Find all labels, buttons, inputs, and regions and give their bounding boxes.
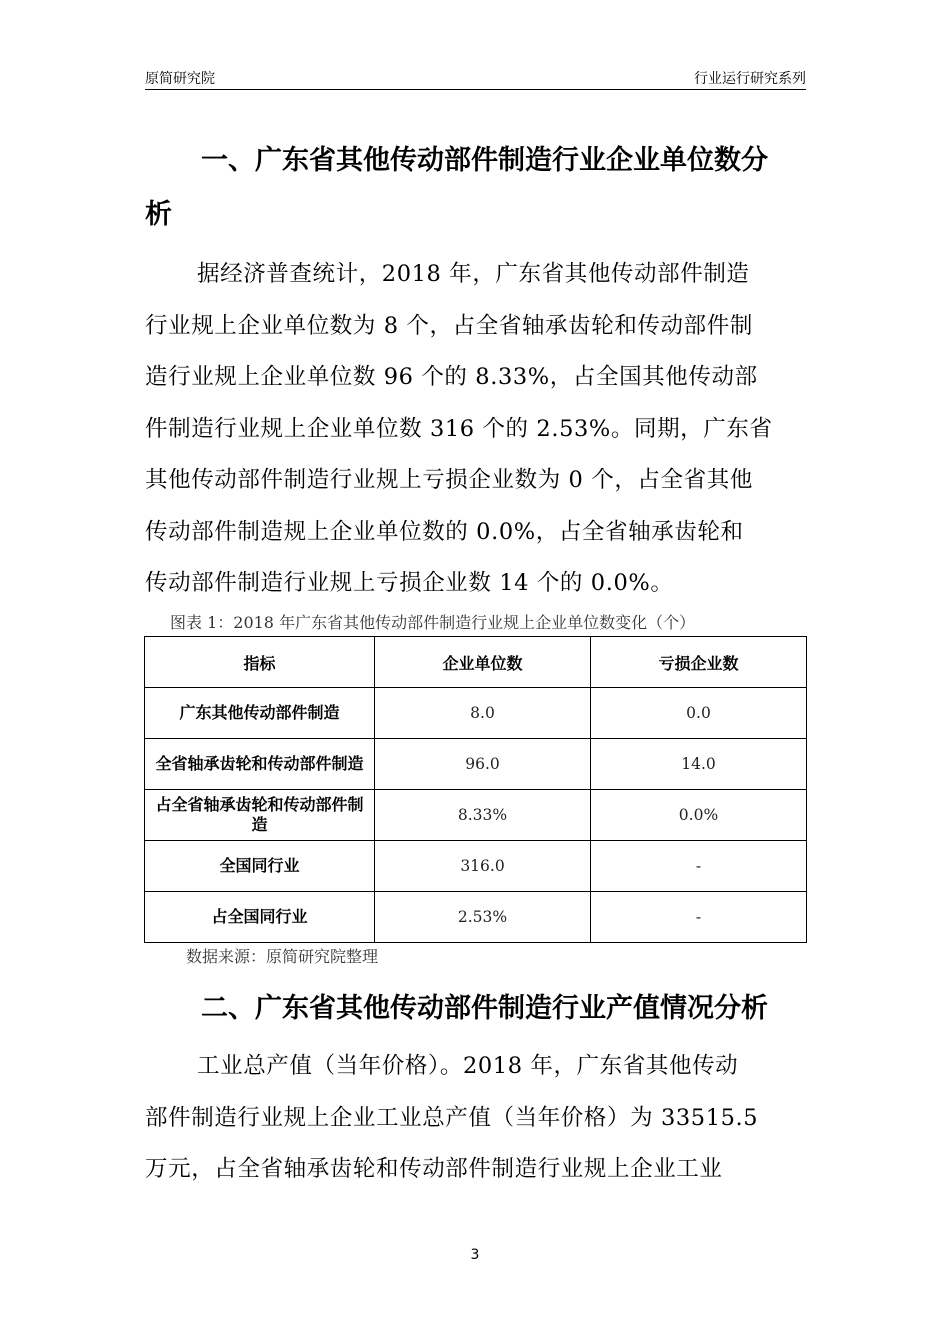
section2-para-line: 工业总产值（当年价格）。2018 年，广东省其他传动 <box>197 1053 739 1079</box>
section2-heading <box>145 982 806 1036</box>
table-header-cell: 指标 <box>145 637 375 688</box>
table-row <box>145 892 807 943</box>
row-label: 全省轴承齿轮和传动部件制造 <box>145 739 375 790</box>
page-header <box>145 68 806 90</box>
table-source-note: 数据来源：原简研究院整理 <box>186 947 379 966</box>
section1-heading <box>145 134 806 242</box>
section1-para-line: 据经济普查统计，2018 年，广东省其他传动部件制造 <box>197 261 750 287</box>
table-row <box>145 841 807 892</box>
row-label: 占全国同行业 <box>145 892 375 943</box>
header-series-name: 行业运行研究系列 <box>694 71 806 87</box>
section2-paragraph <box>145 1041 810 1196</box>
section2-para-line: 部件制造行业规上企业工业总产值（当年价格）为 33515.5 <box>145 1104 759 1131</box>
page-number: 3 <box>470 1247 480 1263</box>
table-row <box>145 790 807 841</box>
section1-para-line: 件制造行业规上企业单位数 316 个的 2.53%。同期，广东省 <box>145 415 773 442</box>
loss-cell: - <box>591 892 807 943</box>
loss-cell: 0.0% <box>591 790 807 841</box>
units-cell: 8.0 <box>375 688 591 739</box>
section1-para-line: 传动部件制造规上企业单位数的 0.0%，占全省轴承齿轮和 <box>145 518 744 545</box>
section1-heading-line2: 析 <box>145 199 172 230</box>
header-divider <box>145 89 806 90</box>
loss-cell: 0.0 <box>591 688 807 739</box>
units-cell: 8.33% <box>375 790 591 841</box>
row-label: 广东其他传动部件制造 <box>145 688 375 739</box>
table-header-row <box>145 637 807 688</box>
table-header-cell: 亏损企业数 <box>591 637 807 688</box>
enterprise-count-table <box>144 636 807 943</box>
table-row <box>145 739 807 790</box>
section1-para-line: 造行业规上企业单位数 96 个的 8.33%，占全国其他传动部 <box>145 364 758 390</box>
table-header-cell: 企业单位数 <box>375 637 591 688</box>
units-cell: 316.0 <box>375 841 591 892</box>
section1-para-line: 行业规上企业单位数为 8 个，占全省轴承齿轮和传动部件制 <box>145 312 753 339</box>
table-caption: 图表 1：2018 年广东省其他传动部件制造行业规上企业单位数变化（个） <box>170 613 696 632</box>
section1-para-line: 传动部件制造行业规上亏损企业数 14 个的 0.0%。 <box>145 570 674 596</box>
section1-paragraph <box>145 249 810 610</box>
row-label: 全国同行业 <box>145 841 375 892</box>
units-cell: 96.0 <box>375 739 591 790</box>
section1-para-line: 其他传动部件制造行业规上亏损企业数为 0 个，占全省其他 <box>145 467 753 493</box>
loss-cell: 14.0 <box>591 739 807 790</box>
section2-para-line: 万元，占全省轴承齿轮和传动部件制造行业规上企业工业 <box>145 1156 723 1182</box>
section2-heading-text: 二、广东省其他传动部件制造行业产值情况分析 <box>201 993 768 1024</box>
row-label: 占全省轴承齿轮和传动部件制造 <box>145 790 375 841</box>
units-cell: 2.53% <box>375 892 591 943</box>
section1-heading-line1: 一、广东省其他传动部件制造行业企业单位数分 <box>201 145 768 176</box>
loss-cell: - <box>591 841 807 892</box>
table-row <box>145 688 807 739</box>
header-org-name: 原简研究院 <box>145 71 215 87</box>
